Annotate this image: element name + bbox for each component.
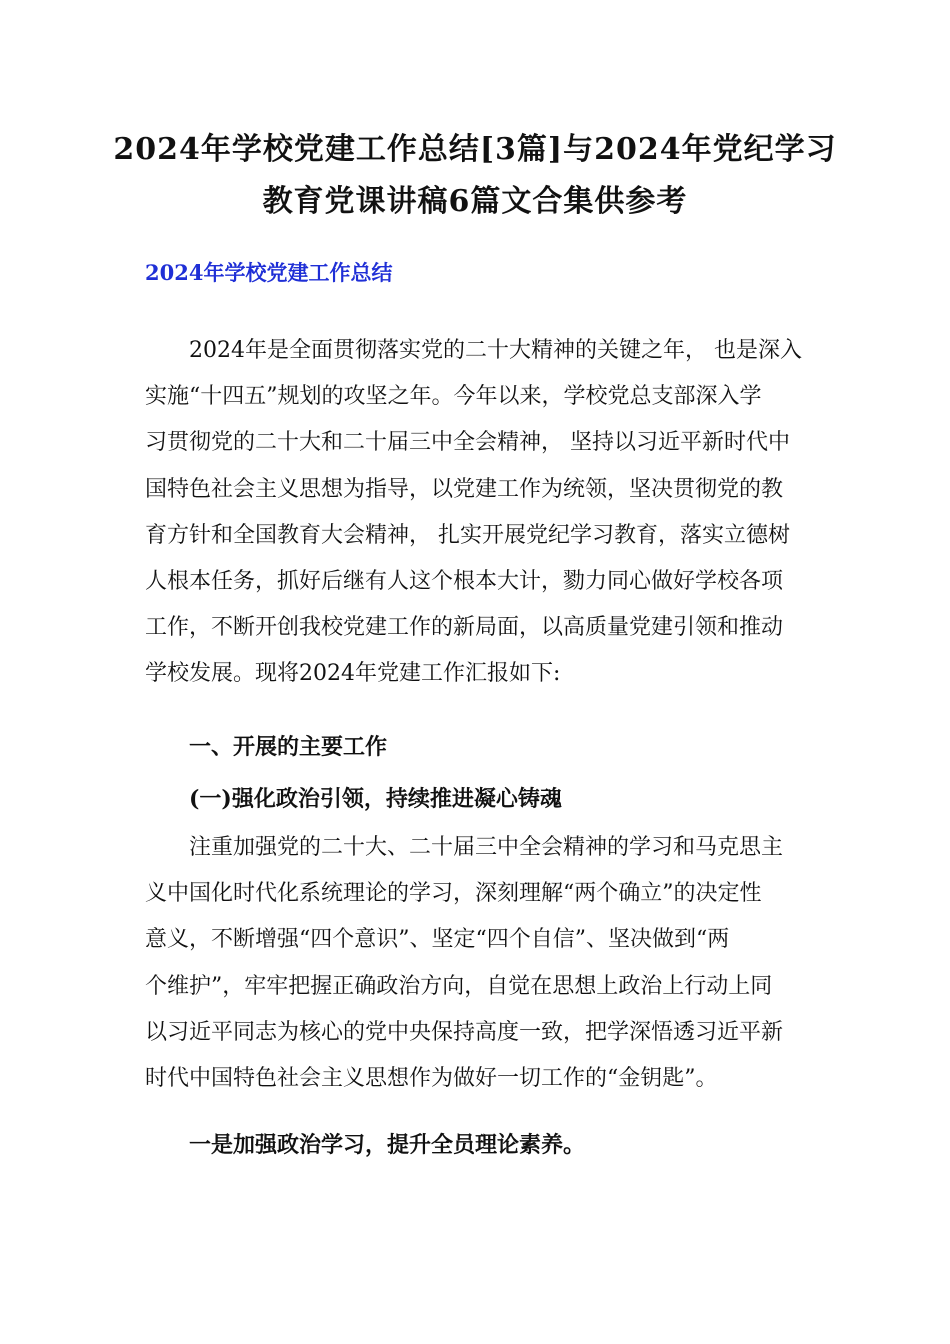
paragraph-intro xyxy=(145,328,810,698)
paragraph-line: 时代中国特色社会主义思想作为做好一切工作的“金钥匙”。 xyxy=(145,1065,718,1091)
document-title-line-2: 教育党课讲稿6篇文合集供参考 xyxy=(262,184,688,219)
paragraph-line: 习贯彻党的二十大和二十届三中全会精神， 坚持以习近平新时代中 xyxy=(145,430,790,456)
paragraph-political-study xyxy=(145,825,810,1102)
paragraph-line: 工作，不断开创我校党建工作的新局面，以高质量党建引领和推动 xyxy=(145,615,784,641)
heading-political-guidance: (一)强化政治引领，持续推进凝心铸魂 xyxy=(189,786,562,812)
paragraph-line: 个维护”，牢牢把握正确政治方向，自觉在思想上政治上行动上同 xyxy=(145,973,773,999)
paragraph-line: 意义，不断增强“四个意识”、坚定“四个自信”、坚决做到“两 xyxy=(145,927,730,953)
document-title-line-1: 2024年学校党建工作总结[3篇]与2024年党纪学习 xyxy=(113,132,837,167)
paragraph-line: 实施“十四五”规划的攻坚之年。今年以来，学校党总支部深入学 xyxy=(145,384,762,410)
paragraph-line: 学校发展。现将2024年党建工作汇报如下: xyxy=(145,661,561,687)
paragraph-line: 义中国化时代化系统理论的学习，深刻理解“两个确立”的决定性 xyxy=(145,881,762,907)
heading-strengthen-study: 一是加强政治学习，提升全员理论素养。 xyxy=(189,1132,586,1158)
paragraph-line: 以习近平同志为核心的党中央保持高度一致，把学深悟透习近平新 xyxy=(145,1019,784,1045)
paragraph-line: 人根本任务，抓好后继有人这个根本大计，勠力同心做好学校各项 xyxy=(145,568,784,594)
paragraph-line: 国特色社会主义思想为指导，以党建工作为统领，坚决贯彻党的教 xyxy=(145,476,784,502)
document-title xyxy=(100,124,850,228)
paragraph-line: 注重加强党的二十大、二十届三中全会精神的学习和马克思主 xyxy=(189,835,784,860)
paragraph-line: 2024年是全面贯彻落实党的二十大精神的关键之年， 也是深入 xyxy=(189,338,802,363)
section-title-link[interactable]: 2024年学校党建工作总结 xyxy=(145,260,393,285)
heading-main-work: 一、开展的主要工作 xyxy=(189,734,388,760)
paragraph-line: 育方针和全国教育大会精神， 扎实开展党纪学习教育，落实立德树 xyxy=(145,522,790,548)
